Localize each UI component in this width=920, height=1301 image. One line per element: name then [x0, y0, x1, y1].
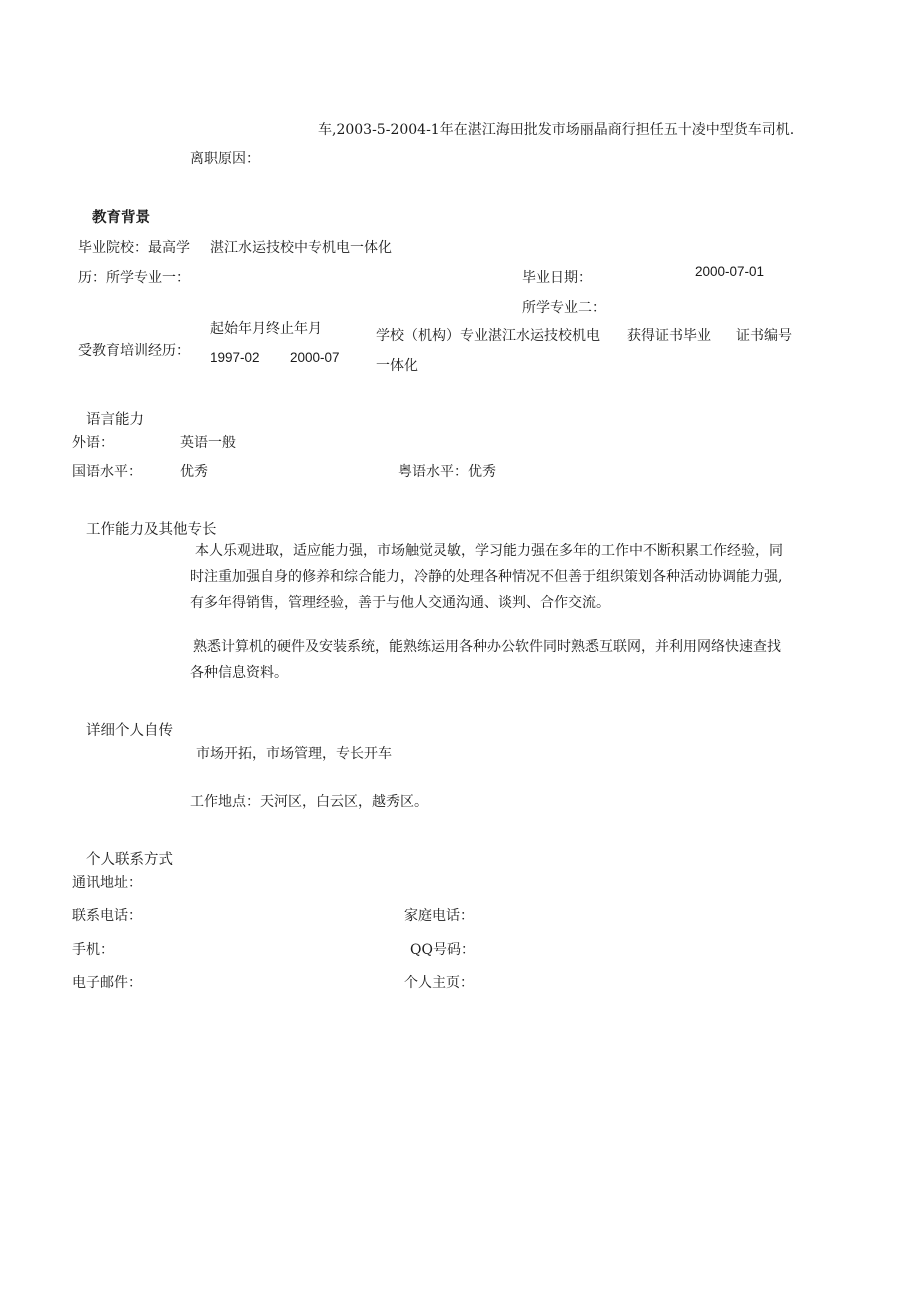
homepage-label: 个人主页：	[404, 975, 474, 991]
education-heading: 教育背景	[92, 210, 150, 226]
institution-major-line-2: 一体化	[376, 358, 418, 374]
institution-major-line: 学校（机构）专业湛江水运技校机电	[376, 328, 600, 344]
training-label: 受教育培训经历：	[78, 343, 190, 359]
email-label: 电子邮件：	[72, 975, 142, 991]
school-label: 毕业院校：最高学	[78, 240, 190, 256]
skills-line: 各种信息资料。	[190, 665, 288, 681]
major-two-label: 所学专业二：	[522, 300, 606, 316]
skills-heading: 工作能力及其他专长	[86, 522, 217, 538]
self-intro-heading: 详细个人自传	[86, 723, 173, 739]
skills-line: 有多年得销售，管理经验，善于与他人交通沟通、谈判、合作交流。	[190, 595, 610, 611]
graduation-date-label: 毕业日期：	[522, 270, 592, 286]
self-intro-specialty: 市场开拓，市场管理，专长开车	[196, 746, 392, 762]
training-end-date: 2000-07	[290, 350, 340, 365]
foreign-language-label: 外语：	[72, 435, 114, 451]
certificate-number-header: 证书编号	[736, 328, 792, 344]
foreign-language-value: 英语一般	[180, 435, 236, 451]
address-label: 通讯地址：	[72, 875, 142, 891]
graduation-date-value: 2000-07-01	[695, 264, 765, 279]
qq-label: QQ号码：	[410, 942, 475, 958]
contact-heading: 个人联系方式	[86, 852, 173, 868]
work-history-continuation: 车,2003-5-2004-1年在湛江海田批发市场丽晶商行担任五十凌中型货车司机.	[318, 122, 795, 138]
cantonese-level: 粤语水平：优秀	[398, 464, 496, 480]
degree-major-label: 历：所学专业一：	[78, 270, 190, 286]
language-heading: 语言能力	[86, 412, 144, 428]
skills-line: 本人乐观进取，适应能力强，市场触觉灵敏，学习能力强在多年的工作中不断积累工作经验，同	[195, 543, 783, 559]
mobile-label: 手机：	[72, 942, 114, 958]
skills-line: 时注重加强自身的修养和综合能力，冷静的处理各种情况不但善于组织策划各种活动协调能力强,	[190, 569, 783, 585]
training-period-header: 起始年月终止年月	[210, 321, 322, 337]
home-phone-label: 家庭电话：	[404, 908, 474, 924]
leave-reason-label: 离职原因：	[190, 151, 260, 167]
school-value: 湛江水运技校中专机电一体化	[210, 240, 392, 256]
skills-line: 熟悉计算机的硬件及安装系统，能熟练运用各种办公软件同时熟悉互联网，并利用网络快速查找	[193, 639, 781, 655]
phone-label: 联系电话：	[72, 908, 142, 924]
mandarin-label: 国语水平：	[72, 464, 142, 480]
certificate-header: 获得证书毕业	[627, 328, 711, 344]
skills-paragraph-2	[190, 634, 855, 686]
mandarin-value: 优秀	[180, 464, 208, 480]
skills-paragraph-1	[190, 538, 855, 616]
self-intro-work-location: 工作地点：天河区，白云区，越秀区。	[190, 794, 428, 810]
training-start-date: 1997-02	[210, 350, 260, 365]
